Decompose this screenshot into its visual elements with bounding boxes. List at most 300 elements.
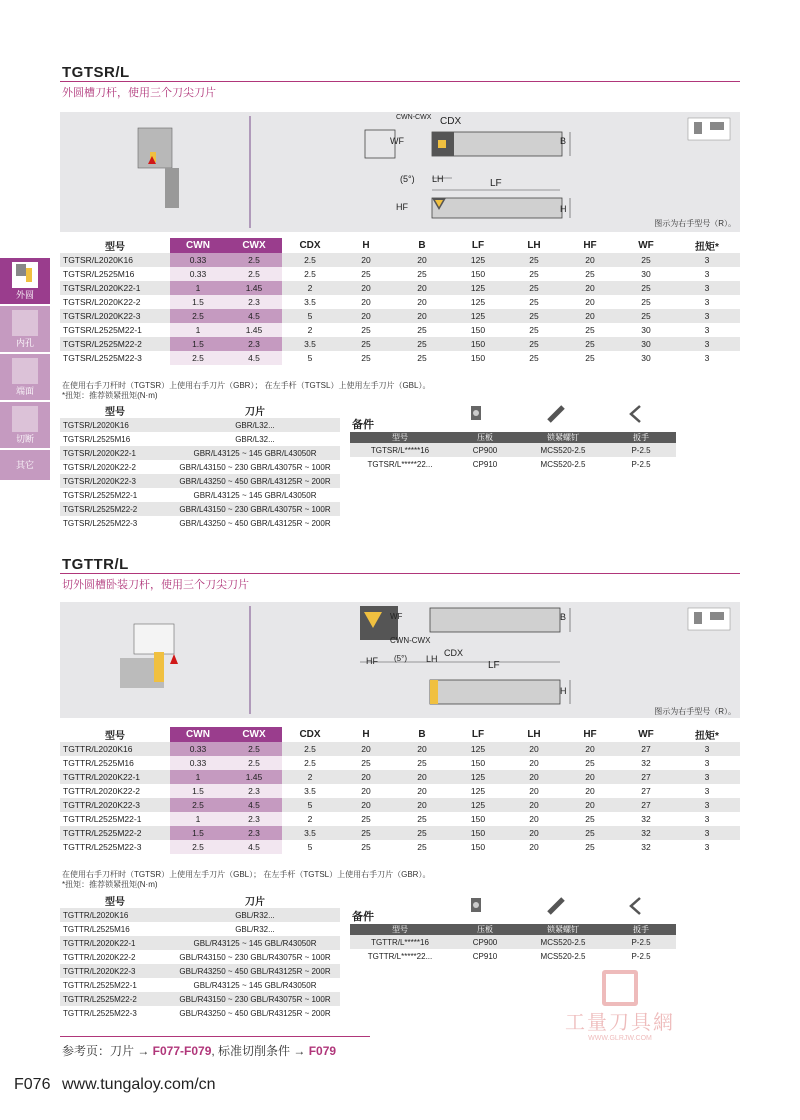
value-cell: 0.33 bbox=[170, 756, 226, 770]
value-cell: 20 bbox=[338, 770, 394, 784]
section1-title: TGTSR/L bbox=[62, 64, 130, 81]
value-cell: 20 bbox=[562, 281, 618, 295]
reference-prefix: 参考页：刀片 → bbox=[62, 1044, 153, 1058]
value-cell: 2.5 bbox=[304, 269, 316, 279]
value-cell: 2.3 bbox=[226, 826, 282, 840]
value-cell: 150 bbox=[470, 353, 486, 363]
insert-cell: GBL/R43250 ~ 450 GBL/R43125R ~ 200R bbox=[170, 964, 340, 978]
value-cell: 32 bbox=[618, 826, 674, 840]
value-cell: 0.33 bbox=[170, 267, 226, 281]
section2-subtitle: 切外圆槽卧装刀杆，使用三个刀尖刀片 bbox=[62, 579, 249, 591]
column-header: 刀片 bbox=[245, 897, 265, 908]
model-cell: TGTSR/L2020K22-1 bbox=[60, 446, 170, 460]
value-cell: 25 bbox=[394, 337, 450, 351]
section2-note2: *扭矩：推荐锁紧扭矩(N·m) bbox=[62, 880, 158, 889]
reference-link-conditions[interactable]: F079 bbox=[308, 1044, 337, 1058]
sidebar-item-face[interactable] bbox=[0, 354, 50, 400]
value-cell: 25 bbox=[618, 309, 674, 323]
value-cell: 2.3 bbox=[226, 337, 282, 351]
value-cell: 150 bbox=[470, 758, 486, 768]
section2-divider bbox=[60, 573, 740, 574]
value-cell: 20 bbox=[417, 786, 427, 796]
value-cell: 125 bbox=[450, 798, 506, 812]
model-cell: TGTTR/L2020K22-3 bbox=[60, 798, 170, 812]
accessory-cell: MCS520-2.5 bbox=[520, 935, 606, 949]
value-cell: 25 bbox=[361, 353, 371, 363]
insert-cell: GBL/R43125 ~ 145 GBL/R43050R bbox=[193, 980, 317, 990]
sidebar-item-cutoff[interactable] bbox=[0, 402, 50, 448]
table-row bbox=[60, 770, 740, 784]
wrench-icon bbox=[626, 896, 646, 916]
value-cell: 5 bbox=[307, 353, 313, 363]
clamp-icon bbox=[468, 404, 484, 424]
column-header: 型号 bbox=[105, 897, 125, 908]
value-cell: 20 bbox=[562, 253, 618, 267]
value-cell: 4.5 bbox=[226, 840, 282, 854]
value-cell: 20 bbox=[338, 281, 394, 295]
value-cell: 3 bbox=[674, 337, 740, 351]
label-hf: HF bbox=[396, 202, 408, 212]
value-cell: 20 bbox=[361, 297, 371, 307]
model-cell: TGTTR/L2020K22-2 bbox=[63, 952, 136, 962]
value-cell: 20 bbox=[562, 770, 618, 784]
column-header: H bbox=[362, 729, 370, 740]
model-cell: TGTTR/L2020K22-1 bbox=[60, 770, 170, 784]
label-h: H bbox=[560, 686, 567, 696]
label-h: H bbox=[560, 204, 567, 214]
value-cell: 25 bbox=[417, 842, 427, 852]
value-cell: 2 bbox=[282, 770, 338, 784]
table-row bbox=[60, 460, 340, 474]
value-cell: 4.5 bbox=[226, 309, 282, 323]
value-cell: 25 bbox=[338, 337, 394, 351]
value-cell: 20 bbox=[562, 798, 618, 812]
column-header: WF bbox=[638, 240, 654, 251]
model-cell: TGTSR/L2525M16 bbox=[63, 269, 135, 279]
model-cell: TGTSR/L2020K22-3 bbox=[60, 474, 170, 488]
model-cell: TGTSR/L2525M22-3 bbox=[63, 518, 138, 528]
value-cell: 20 bbox=[506, 742, 562, 756]
value-cell: 5 bbox=[282, 309, 338, 323]
accessory-cell: CP910 bbox=[472, 459, 498, 469]
accessory-title: 备件 bbox=[352, 419, 374, 431]
column-header: 型号 bbox=[105, 242, 125, 253]
value-cell: 3 bbox=[674, 309, 740, 323]
table-row bbox=[60, 908, 340, 922]
table-row bbox=[60, 516, 340, 530]
label-wf: WF bbox=[390, 136, 404, 146]
column-header: 扳手 bbox=[606, 924, 676, 935]
label-cdx: CDX bbox=[440, 116, 462, 127]
value-cell: 125 bbox=[450, 253, 506, 267]
table-row bbox=[60, 351, 740, 365]
column-header: 扭矩* bbox=[695, 731, 719, 742]
table-row bbox=[60, 1006, 340, 1020]
insert-cell: GBL/R43150 ~ 230 GBL/R43075R ~ 100R bbox=[170, 992, 340, 1006]
model-cell: TGTSR/L2020K22-2 bbox=[63, 462, 136, 472]
value-cell: 27 bbox=[618, 742, 674, 756]
sidebar bbox=[0, 258, 50, 480]
value-cell: 32 bbox=[641, 842, 651, 852]
column-header: 型号 bbox=[350, 924, 450, 935]
value-cell: 20 bbox=[529, 842, 539, 852]
table-row bbox=[60, 798, 740, 812]
table-row bbox=[60, 992, 340, 1006]
table-row bbox=[60, 488, 340, 502]
model-cell: TGTTR/L2525M16 bbox=[63, 758, 134, 768]
column-header: LH bbox=[527, 729, 541, 740]
value-cell: 25 bbox=[417, 814, 427, 824]
value-cell: 25 bbox=[361, 842, 371, 852]
value-cell: 3 bbox=[674, 826, 740, 840]
value-cell: 2 bbox=[307, 325, 313, 335]
section1-note1: 在使用右手刀杆时（TGTSR）上使用右手刀片（GBR）； 在左手杆（TGTSL）上使用左手刀片（GBL）。 bbox=[62, 381, 431, 390]
model-cell: TGTSR/L2020K16 bbox=[60, 253, 170, 267]
column-header: 锁紧螺钉 bbox=[520, 924, 606, 935]
value-cell: 20 bbox=[394, 281, 450, 295]
label-lf: LF bbox=[490, 178, 502, 189]
value-cell: 2.5 bbox=[170, 840, 226, 854]
model-cell: TGTTR/L2525M22-1 bbox=[63, 980, 137, 990]
value-cell: 25 bbox=[529, 325, 539, 335]
value-cell: 25 bbox=[394, 826, 450, 840]
label-angle: (5°) bbox=[400, 174, 415, 184]
value-cell: 2.5 bbox=[282, 742, 338, 756]
value-cell: 150 bbox=[470, 842, 486, 852]
column-header: H bbox=[362, 240, 370, 251]
value-cell: 27 bbox=[618, 770, 674, 784]
section1-figure bbox=[60, 112, 740, 232]
table-row bbox=[60, 281, 740, 295]
figure-note: 图示为右手型号（R）。 bbox=[654, 707, 736, 716]
accessory-cell: TGTSR/L*****16 bbox=[350, 443, 450, 457]
section2-insert-table bbox=[60, 893, 340, 1020]
value-cell: 3.5 bbox=[282, 826, 338, 840]
section2-spec-table bbox=[60, 727, 740, 854]
value-cell: 20 bbox=[506, 798, 562, 812]
value-cell: 30 bbox=[641, 325, 651, 335]
sidebar-item-label: 内孔 bbox=[15, 338, 34, 348]
table-row bbox=[60, 922, 340, 936]
value-cell: 125 bbox=[470, 786, 486, 796]
value-cell: 5 bbox=[282, 798, 338, 812]
section1-accessory-table bbox=[350, 432, 676, 471]
value-cell: 20 bbox=[394, 798, 450, 812]
value-cell: 1 bbox=[170, 812, 226, 826]
model-cell: TGTTR/L2020K16 bbox=[60, 742, 170, 756]
value-cell: 25 bbox=[562, 826, 618, 840]
value-cell: 3 bbox=[704, 353, 710, 363]
section2-title: TGTTR/L bbox=[62, 556, 129, 573]
value-cell: 30 bbox=[618, 337, 674, 351]
sidebar-item-label: 切断 bbox=[15, 434, 34, 444]
value-cell: 125 bbox=[450, 281, 506, 295]
label-cdx: CDX bbox=[444, 648, 464, 658]
column-header: B bbox=[418, 729, 426, 740]
value-cell: 1.45 bbox=[226, 281, 282, 295]
value-cell: 1.5 bbox=[170, 295, 226, 309]
section1-subtitle: 外圆槽刀杆，使用三个刀尖刀片 bbox=[62, 87, 216, 99]
model-cell: TGTTR/L2525M22-2 bbox=[60, 826, 170, 840]
table-row bbox=[60, 253, 740, 267]
sidebar-item-external[interactable] bbox=[0, 258, 50, 304]
value-cell: 32 bbox=[641, 814, 651, 824]
model-cell: TGTTR/L2525M22-1 bbox=[63, 814, 142, 824]
sidebar-item-label: 外圆 bbox=[15, 290, 34, 300]
value-cell: 25 bbox=[585, 814, 595, 824]
accessory-cell: TGTTR/L*****16 bbox=[350, 935, 450, 949]
accessory-cell: P-2.5 bbox=[606, 443, 676, 457]
value-cell: 1.45 bbox=[226, 770, 282, 784]
value-cell: 20 bbox=[562, 742, 618, 756]
model-cell: TGTTR/L2525M22-2 bbox=[60, 992, 170, 1006]
value-cell: 2.5 bbox=[226, 742, 282, 756]
value-cell: 5 bbox=[307, 842, 313, 852]
value-cell: 2.3 bbox=[226, 784, 282, 798]
value-cell: 3 bbox=[674, 281, 740, 295]
value-cell: 1.5 bbox=[170, 784, 226, 798]
value-cell: 1.45 bbox=[226, 323, 282, 337]
screw-icon bbox=[546, 896, 566, 916]
value-cell: 20 bbox=[394, 770, 450, 784]
value-cell: 25 bbox=[618, 253, 674, 267]
section2-accessory-table bbox=[350, 924, 676, 963]
model-cell: TGTTR/L2525M22-3 bbox=[63, 842, 142, 852]
value-cell: 4.5 bbox=[226, 798, 282, 812]
model-cell: TGTTR/L2525M22-3 bbox=[63, 1008, 137, 1018]
value-cell: 0.33 bbox=[170, 742, 226, 756]
column-header: CDX bbox=[299, 729, 321, 740]
column-header: LF bbox=[471, 729, 485, 740]
value-cell: 2.5 bbox=[170, 309, 226, 323]
accessory-cell: TGTSR/L*****22... bbox=[367, 459, 433, 469]
reference-rule bbox=[60, 1036, 370, 1037]
accessory-cell: CP910 bbox=[472, 951, 498, 961]
value-cell: 2.5 bbox=[304, 758, 316, 768]
value-cell: 0.33 bbox=[170, 253, 226, 267]
accessory-cell: P-2.5 bbox=[631, 951, 651, 961]
internal-tool-icon bbox=[12, 310, 38, 336]
model-cell: TGTSR/L2525M22-1 bbox=[63, 490, 138, 500]
value-cell: 150 bbox=[450, 337, 506, 351]
table-row bbox=[60, 840, 740, 854]
value-cell: 25 bbox=[506, 337, 562, 351]
insert-cell: GBL/R32... bbox=[170, 908, 340, 922]
label-lh: LH bbox=[426, 654, 438, 664]
insert-cell: GBL/R32... bbox=[235, 924, 275, 934]
value-cell: 25 bbox=[361, 814, 371, 824]
reference-line bbox=[62, 1042, 336, 1059]
watermark-url: WWW.GLRJW.COM bbox=[588, 1035, 652, 1042]
value-cell: 25 bbox=[361, 325, 371, 335]
table-row bbox=[60, 978, 340, 992]
table-row bbox=[60, 474, 340, 488]
model-cell: TGTSR/L2525M22-3 bbox=[63, 353, 142, 363]
table-row bbox=[350, 949, 676, 963]
insert-cell: GBL/R43125 ~ 145 GBL/R43050R bbox=[170, 936, 340, 950]
value-cell: 20 bbox=[394, 253, 450, 267]
sidebar-item-label: 端面 bbox=[15, 386, 34, 396]
value-cell: 125 bbox=[450, 742, 506, 756]
value-cell: 2.3 bbox=[226, 812, 282, 826]
value-cell: 27 bbox=[641, 786, 651, 796]
watermark bbox=[540, 970, 700, 1042]
value-cell: 3 bbox=[704, 297, 710, 307]
table-row bbox=[350, 935, 676, 949]
model-cell: TGTSR/L2020K22-1 bbox=[60, 281, 170, 295]
sidebar-item-label: 其它 bbox=[15, 460, 34, 470]
value-cell: 20 bbox=[585, 786, 595, 796]
column-header: CWN bbox=[170, 727, 226, 742]
accessory-cell: P-2.5 bbox=[606, 935, 676, 949]
model-cell: TGTSR/L2525M22-1 bbox=[63, 325, 142, 335]
column-header: LH bbox=[527, 240, 541, 251]
value-cell: 3 bbox=[674, 742, 740, 756]
value-cell: 25 bbox=[338, 826, 394, 840]
value-cell: 20 bbox=[506, 826, 562, 840]
table-row bbox=[60, 812, 740, 826]
watermark-text: 工量刀具網 bbox=[565, 1012, 675, 1034]
table-row bbox=[60, 784, 740, 798]
table-row bbox=[60, 267, 740, 281]
value-cell: 25 bbox=[529, 269, 539, 279]
value-cell: 3 bbox=[704, 786, 710, 796]
column-header: 扳手 bbox=[606, 432, 676, 443]
value-cell: 20 bbox=[338, 798, 394, 812]
label-wf: WF bbox=[390, 612, 403, 621]
value-cell: 25 bbox=[562, 337, 618, 351]
value-cell: 3 bbox=[674, 253, 740, 267]
value-cell: 3 bbox=[704, 325, 710, 335]
value-cell: 20 bbox=[585, 297, 595, 307]
value-cell: 1 bbox=[170, 281, 226, 295]
model-cell: TGTSR/L2525M22-2 bbox=[60, 502, 170, 516]
column-header: 压板 bbox=[450, 924, 520, 935]
label-hf: HF bbox=[366, 656, 378, 666]
value-cell: 2 bbox=[307, 814, 313, 824]
insert-cell: GBR/L43150 ~ 230 GBR/L43075R ~ 100R bbox=[170, 502, 340, 516]
column-header: 型号 bbox=[105, 407, 125, 418]
accessory-cell: MCS520-2.5 bbox=[520, 443, 606, 457]
insert-cell: GBL/R43150 ~ 230 GBL/R43075R ~ 100R bbox=[179, 952, 331, 962]
value-cell: 30 bbox=[641, 269, 651, 279]
value-cell: 25 bbox=[506, 281, 562, 295]
column-header: 刀片 bbox=[245, 407, 265, 418]
value-cell: 25 bbox=[585, 353, 595, 363]
value-cell: 25 bbox=[506, 309, 562, 323]
screw-icon bbox=[546, 404, 566, 424]
value-cell: 25 bbox=[618, 281, 674, 295]
label-b: B bbox=[560, 612, 567, 622]
wrench-icon bbox=[626, 404, 646, 424]
table-row bbox=[60, 742, 740, 756]
table-row bbox=[60, 756, 740, 770]
sidebar-item-other[interactable] bbox=[0, 450, 50, 480]
footer-url[interactable]: www.tungaloy.com/cn bbox=[62, 1076, 216, 1093]
value-cell: 25 bbox=[585, 269, 595, 279]
section1-note2: *扭矩：推荐锁紧扭矩(N·m) bbox=[62, 391, 158, 400]
value-cell: 20 bbox=[394, 309, 450, 323]
table-row bbox=[60, 826, 740, 840]
value-cell: 25 bbox=[585, 842, 595, 852]
value-cell: 2.5 bbox=[170, 351, 226, 365]
value-cell: 1 bbox=[170, 323, 226, 337]
table-row bbox=[60, 936, 340, 950]
table-row bbox=[60, 323, 740, 337]
table-row bbox=[60, 418, 340, 432]
value-cell: 25 bbox=[417, 269, 427, 279]
table-row bbox=[60, 502, 340, 516]
model-cell: TGTSR/L2525M16 bbox=[63, 434, 131, 444]
value-cell: 25 bbox=[585, 325, 595, 335]
column-header: LF bbox=[471, 240, 485, 251]
value-cell: 25 bbox=[417, 758, 427, 768]
value-cell: 125 bbox=[450, 309, 506, 323]
value-cell: 20 bbox=[338, 253, 394, 267]
value-cell: 150 bbox=[470, 325, 486, 335]
value-cell: 32 bbox=[641, 758, 651, 768]
accessory-cell: P-2.5 bbox=[631, 459, 651, 469]
insert-cell: GBL/R43250 ~ 450 GBL/R43125R ~ 200R bbox=[179, 1008, 331, 1018]
value-cell: 25 bbox=[529, 353, 539, 363]
value-cell: 25 bbox=[529, 297, 539, 307]
value-cell: 25 bbox=[506, 253, 562, 267]
section2-figure bbox=[60, 602, 740, 718]
table-row bbox=[60, 446, 340, 460]
table-row bbox=[60, 295, 740, 309]
value-cell: 2.5 bbox=[170, 798, 226, 812]
watermark-logo-icon bbox=[602, 970, 638, 1006]
reference-link-inserts[interactable]: F077-F079 bbox=[152, 1044, 212, 1058]
value-cell: 2.5 bbox=[226, 253, 282, 267]
table-row bbox=[350, 457, 676, 471]
column-header: WF bbox=[638, 729, 654, 740]
value-cell: 20 bbox=[529, 786, 539, 796]
value-cell: 20 bbox=[529, 758, 539, 768]
value-cell: 3 bbox=[704, 842, 710, 852]
table-row bbox=[60, 432, 340, 446]
insert-cell: GBR/L43250 ~ 450 GBR/L43125R ~ 200R bbox=[179, 518, 331, 528]
model-cell: TGTSR/L2020K16 bbox=[60, 418, 170, 432]
accessory-title: 备件 bbox=[352, 911, 374, 923]
insert-cell: GBR/L32... bbox=[235, 434, 275, 444]
insert-cell: GBR/L43125 ~ 145 GBR/L43050R bbox=[170, 446, 340, 460]
model-cell: TGTTR/L2020K22-2 bbox=[63, 786, 141, 796]
model-cell: TGTTR/L2020K22-3 bbox=[60, 964, 170, 978]
value-cell: 1.5 bbox=[170, 337, 226, 351]
column-header: CWN bbox=[170, 238, 226, 253]
figure-note: 图示为右手型号（R）。 bbox=[654, 219, 736, 228]
sidebar-item-internal[interactable] bbox=[0, 306, 50, 352]
value-cell: 25 bbox=[417, 325, 427, 335]
insert-cell: GBR/L43250 ~ 450 GBR/L43125R ~ 200R bbox=[170, 474, 340, 488]
value-cell: 20 bbox=[506, 770, 562, 784]
value-cell: 3.5 bbox=[282, 337, 338, 351]
accessory-cell: TGTTR/L*****22... bbox=[367, 951, 433, 961]
accessory-cell: MCS520-2.5 bbox=[540, 951, 586, 961]
model-cell: TGTSR/L2525M22-2 bbox=[60, 337, 170, 351]
insert-cell: GBR/L43150 ~ 230 GBR/L43075R ~ 100R bbox=[179, 462, 331, 472]
value-cell: 2.3 bbox=[226, 295, 282, 309]
table-row bbox=[350, 443, 676, 457]
model-cell: TGTTR/L2020K16 bbox=[60, 908, 170, 922]
value-cell: 3 bbox=[674, 770, 740, 784]
label-cwn-cwx: CWN-CWX bbox=[390, 636, 431, 645]
model-cell: TGTSR/L2020K22-2 bbox=[63, 297, 141, 307]
page-number: F076 bbox=[14, 1076, 51, 1093]
section1-divider bbox=[60, 81, 740, 82]
label-lh: LH bbox=[432, 174, 444, 184]
